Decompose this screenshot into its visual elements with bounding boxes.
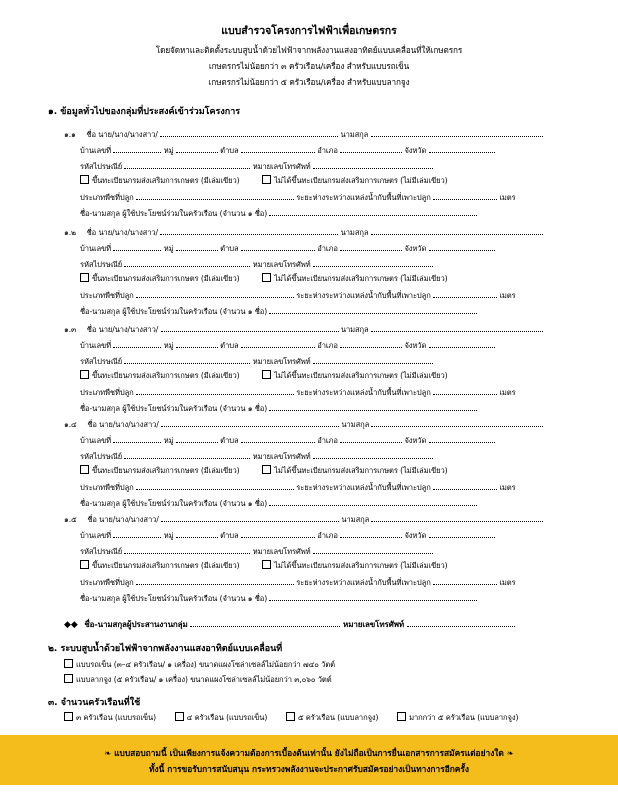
province-label: จังหวัด (404, 435, 427, 445)
name-field[interactable] (160, 226, 338, 235)
member-number: ๑.๕ (64, 515, 77, 524)
households-5-checkbox[interactable] (286, 712, 295, 721)
member-address-row (80, 434, 495, 447)
crop-field[interactable] (136, 481, 294, 490)
surname-label: นามสกุล (341, 420, 370, 429)
name-label: ชื่อ นาย/นาง/นางสาว/ (86, 228, 159, 237)
section-2-option-2 (64, 674, 332, 686)
distance-label: ระยะห่างระหว่างแหล่งน้ำกับพื้นที่เพาะปลูก (296, 388, 431, 398)
member-name-row (64, 323, 543, 336)
crop-label: ประเภทพืชที่ปลูก (80, 388, 134, 398)
registered-label: ขึ้นทะเบียนกรมส่งเสริมการเกษตร (มีเล่มเขียว) (92, 371, 240, 381)
member-name-row (64, 418, 543, 431)
member-contact-row (80, 450, 433, 463)
amphoe-field[interactable] (340, 529, 402, 538)
not-registered-checkbox[interactable] (262, 370, 271, 379)
phone-label: หมายเลขโทรศัพท์ (252, 546, 311, 556)
footer-line-2: ทั้งนี้ การขอรับการสนับสนุน กระทรวงพลังงานจะประกาศรับสมัครอย่างเป็นทางการอีกครั้ง (149, 764, 469, 774)
households-4-checkbox[interactable] (175, 712, 184, 721)
postcode-field[interactable] (124, 160, 250, 169)
name-field[interactable] (160, 128, 338, 137)
registered-checkbox[interactable] (80, 273, 89, 282)
province-label: จังหวัด (404, 340, 427, 350)
form-title: แบบสำรวจโครงการไฟฟ้าเพื่อเกษตรกร (221, 25, 397, 37)
crop-label: ประเภทพืชที่ปลูก (80, 483, 134, 493)
trailer-type-checkbox[interactable] (64, 674, 73, 683)
member-registration-row (80, 560, 447, 572)
phone-field[interactable] (313, 355, 433, 364)
distance-field[interactable] (433, 289, 497, 298)
postcode-label: รหัสไปรษณีย์ (80, 161, 123, 171)
phone-field[interactable] (313, 258, 433, 267)
name-label: ชื่อ นาย/นาง/นางสาว/ (86, 130, 158, 139)
member-contact-row (80, 545, 433, 558)
distance-label: ระยะห่างระหว่างแหล่งน้ำกับพื้นที่เพาะปลูก (296, 483, 431, 493)
member-cobeneficiary-row (80, 207, 477, 220)
house-field[interactable] (113, 529, 161, 538)
province-field[interactable] (429, 434, 495, 443)
member-registration-row (80, 175, 447, 187)
surname-field[interactable] (371, 513, 543, 522)
member-registration-row (80, 273, 447, 285)
form-subtitle-1: โดยจัดหาและติดตั้งระบบสูบน้ำด้วยไฟฟ้าจากพลังงานแสงอาทิตย์แบบเคลื่อนที่ให้เกษตรกร (155, 45, 463, 55)
distance-label: ระยะห่างระหว่างแหล่งน้ำกับพื้นที่เพาะปลูก (296, 193, 431, 203)
crop-field[interactable] (136, 289, 294, 298)
province-field[interactable] (429, 529, 495, 538)
amphoe-field[interactable] (340, 339, 402, 348)
member-contact-row (80, 355, 433, 368)
house-field[interactable] (113, 144, 161, 153)
moo-label: หมู่ (163, 243, 174, 253)
surname-field[interactable] (371, 128, 543, 137)
name-field[interactable] (161, 323, 339, 332)
member-number: ๑.๓ (64, 325, 77, 334)
cobeneficiary-field[interactable] (269, 497, 477, 506)
moo-field[interactable] (176, 529, 218, 538)
meter-label: เมตร (499, 388, 516, 398)
name-field[interactable] (161, 513, 339, 522)
province-label: จังหวัด (404, 243, 427, 253)
amphoe-field[interactable] (340, 144, 402, 153)
cobeneficiary-label: ชื่อ-นามสกุล ผู้ใช้ประโยชน์ร่วมในครัวเรือน (จำนวน ๑ ชื่อ) (80, 499, 268, 508)
member-crop-row (80, 481, 516, 494)
registered-checkbox[interactable] (80, 370, 89, 379)
section-2-title: ๒. ระบบสูบน้ำด้วยไฟฟ้าจากพลังงานแสงอาทิตย์แบบเคลื่อนที่ (48, 644, 283, 654)
phone-label: หมายเลขโทรศัพท์ (252, 356, 311, 366)
phone-label: หมายเลขโทรศัพท์ (252, 451, 311, 461)
member-name-row (64, 128, 543, 141)
moo-field[interactable] (176, 434, 218, 443)
province-label: จังหวัด (404, 530, 427, 540)
moo-label: หมู่ (163, 145, 174, 155)
member-name-row (64, 226, 543, 239)
phone-field[interactable] (313, 160, 433, 169)
member-address-row (80, 144, 495, 157)
tambon-label: ตำบล (220, 530, 239, 540)
moo-field[interactable] (176, 242, 218, 251)
phone-label: หมายเลขโทรศัพท์ (252, 161, 311, 171)
distance-field[interactable] (433, 481, 497, 490)
not-registered-label: ไม่ได้ขึ้นทะเบียนกรมส่งเสริมการเกษตร (ไม่มีเล่มเขียว) (274, 561, 448, 571)
postcode-label: รหัสไปรษณีย์ (80, 451, 123, 461)
form-subtitle-2: เกษตรกรไม่น้อยกว่า ๓ ครัวเรือน/เครื่อง สำหรับแบบรถเข็น (208, 61, 410, 71)
house-label: บ้านเลขที่ (80, 530, 112, 540)
coordinator-phone-label: หมายเลขโทรศัพท์ (343, 620, 405, 629)
surname-field[interactable] (371, 323, 543, 332)
member-number: ๑.๒ (64, 228, 76, 237)
registered-checkbox[interactable] (80, 465, 89, 474)
registered-label: ขึ้นทะเบียนกรมส่งเสริมการเกษตร (มีเล่มเขียว) (92, 561, 240, 571)
member-address-row (80, 529, 495, 542)
member-registration-row (80, 370, 447, 382)
phone-label: หมายเลขโทรศัพท์ (252, 259, 311, 269)
member-address-row (80, 339, 495, 352)
house-label: บ้านเลขที่ (80, 340, 112, 350)
not-registered-label: ไม่ได้ขึ้นทะเบียนกรมส่งเสริมการเกษตร (ไม่มีเล่มเขียว) (274, 466, 448, 476)
member-crop-row (80, 386, 516, 399)
postcode-field[interactable] (124, 355, 250, 364)
registered-checkbox[interactable] (80, 560, 89, 569)
tambon-field[interactable] (241, 242, 315, 251)
tambon-field[interactable] (241, 434, 315, 443)
moo-field[interactable] (176, 144, 218, 153)
cart-type-label: แบบรถเข็น (๓–๔ ครัวเรือน/ ๑ เครื่อง) ขนาดแผงโซล่าเซลล์ไม่น้อยกว่า ๗๔๐ วัตต์ (76, 660, 335, 669)
province-label: จังหวัด (404, 145, 427, 155)
postcode-field[interactable] (124, 545, 250, 554)
house-label: บ้านเลขที่ (80, 243, 112, 253)
member-registration-row (80, 465, 447, 477)
section-3-options (64, 712, 518, 724)
not-registered-checkbox[interactable] (262, 560, 271, 569)
house-field[interactable] (113, 339, 161, 348)
member-crop-row (80, 289, 516, 302)
footer-text-1: แบบสอบถามนี้ เป็นเพียงการแจ้งความต้องการเบื้องต้นเท่านั้น ยังไม่ถือเป็นการยื่นเอกสารการสมัครแต่อย่างใด (114, 748, 504, 758)
tambon-label: ตำบล (220, 340, 239, 350)
moo-field[interactable] (176, 339, 218, 348)
meter-label: เมตร (499, 291, 516, 301)
member-crop-row (80, 191, 516, 204)
households-more-checkbox[interactable] (397, 712, 406, 721)
house-label: บ้านเลขที่ (80, 435, 112, 445)
diamond-bullet-icon: ◆◆ (64, 620, 78, 630)
member-cobeneficiary-row (80, 592, 477, 605)
not-registered-label: ไม่ได้ขึ้นทะเบียนกรมส่งเสริมการเกษตร (ไม่มีเล่มเขียว) (274, 274, 448, 284)
crop-field[interactable] (136, 576, 294, 585)
member-address-row (80, 242, 495, 255)
surname-label: นามสกุล (341, 515, 370, 524)
postcode-field[interactable] (124, 450, 250, 459)
member-name-row (64, 513, 543, 526)
distance-field[interactable] (433, 386, 497, 395)
cobeneficiary-field[interactable] (269, 305, 477, 314)
registered-label: ขึ้นทะเบียนกรมส่งเสริมการเกษตร (มีเล่มเขียว) (92, 274, 240, 284)
cobeneficiary-label: ชื่อ-นามสกุล ผู้ใช้ประโยชน์ร่วมในครัวเรือน (จำนวน ๑ ชื่อ) (80, 594, 268, 603)
registered-label: ขึ้นทะเบียนกรมส่งเสริมการเกษตร (มีเล่มเขียว) (92, 466, 240, 476)
households-more-label: มากกว่า ๕ ครัวเรือน (แบบลากจูง) (409, 713, 519, 722)
amphoe-label: อำเภอ (317, 145, 338, 155)
tambon-field[interactable] (241, 529, 315, 538)
surname-label: นามสกุล (340, 325, 369, 334)
province-field[interactable] (429, 144, 495, 153)
not-registered-checkbox[interactable] (262, 465, 271, 474)
tambon-label: ตำบล (220, 145, 239, 155)
section-3-title: ๓. จำนวนครัวเรือนที่ใช้ (48, 698, 141, 708)
not-registered-label: ไม่ได้ขึ้นทะเบียนกรมส่งเสริมการเกษตร (ไม่มีเล่มเขียว) (274, 176, 448, 186)
not-registered-label: ไม่ได้ขึ้นทะเบียนกรมส่งเสริมการเกษตร (ไม่มีเล่มเขียว) (274, 371, 448, 381)
name-label: ชื่อ นาย/นาง/นางสาว/ (86, 325, 159, 334)
member-cobeneficiary-row (80, 305, 477, 318)
tambon-label: ตำบล (220, 435, 239, 445)
amphoe-label: อำเภอ (317, 530, 338, 540)
coordinator-name-field[interactable] (190, 618, 340, 627)
not-registered-checkbox[interactable] (262, 273, 271, 282)
name-label: ชื่อ นาย/นาง/นางสาว/ (87, 420, 159, 429)
meter-label: เมตร (499, 578, 516, 588)
amphoe-label: อำเภอ (317, 243, 338, 253)
registered-label: ขึ้นทะเบียนกรมส่งเสริมการเกษตร (มีเล่มเขียว) (92, 176, 240, 186)
phone-field[interactable] (313, 450, 433, 459)
cobeneficiary-label: ชื่อ-นามสกุล ผู้ใช้ประโยชน์ร่วมในครัวเรือน (จำนวน ๑ ชื่อ) (80, 307, 268, 316)
households-5-label: ๕ ครัวเรือน (แบบลากจูง) (297, 713, 379, 722)
amphoe-field[interactable] (340, 434, 402, 443)
name-label: ชื่อ นาย/นาง/นางสาว/ (87, 515, 159, 524)
crop-field[interactable] (136, 386, 294, 395)
member-cobeneficiary-row (80, 402, 477, 415)
tambon-label: ตำบล (220, 243, 239, 253)
crop-label: ประเภทพืชที่ปลูก (80, 193, 134, 203)
distance-field[interactable] (433, 576, 497, 585)
crop-label: ประเภทพืชที่ปลูก (80, 578, 134, 588)
surname-label: นามสกุล (340, 130, 369, 139)
households-3-label: ๓ ครัวเรือน (แบบรถเข็น) (76, 713, 156, 722)
coordinator-row (64, 618, 515, 631)
province-field[interactable] (429, 242, 495, 251)
crop-field[interactable] (136, 191, 294, 200)
section-2-option-1 (64, 659, 335, 671)
coordinator-label: ชื่อ-นามสกุลผู้ประสานงานกลุ่ม (84, 620, 188, 629)
surname-field[interactable] (371, 226, 543, 235)
member-number: ๑.๔ (64, 420, 77, 429)
distance-field[interactable] (433, 191, 497, 200)
distance-label: ระยะห่างระหว่างแหล่งน้ำกับพื้นที่เพาะปลูก (296, 578, 431, 588)
moo-label: หมู่ (163, 530, 174, 540)
moo-label: หมู่ (163, 340, 174, 350)
member-cobeneficiary-row (80, 497, 477, 510)
ornament-right-icon: ❧ (506, 748, 514, 758)
tambon-field[interactable] (241, 144, 315, 153)
surname-label: นามสกุล (340, 228, 369, 237)
postcode-field[interactable] (124, 258, 250, 267)
member-crop-row (80, 576, 516, 589)
amphoe-label: อำเภอ (317, 435, 338, 445)
member-number: ๑.๑ (64, 130, 76, 139)
amphoe-field[interactable] (340, 242, 402, 251)
distance-label: ระยะห่างระหว่างแหล่งน้ำกับพื้นที่เพาะปลูก (296, 291, 431, 301)
house-label: บ้านเลขที่ (80, 145, 112, 155)
coordinator-phone-field[interactable] (407, 618, 515, 627)
households-4-label: ๔ ครัวเรือน (แบบรถเข็น) (186, 713, 268, 722)
ornament-left-icon: ❧ (104, 748, 112, 758)
house-field[interactable] (113, 242, 161, 251)
postcode-label: รหัสไปรษณีย์ (80, 546, 123, 556)
member-contact-row (80, 160, 433, 173)
form-subtitle-3: เกษตรกรไม่น้อยกว่า ๕ ครัวเรือน/เครื่อง สำหรับแบบลากจูง (208, 77, 410, 87)
cobeneficiary-field[interactable] (269, 207, 477, 216)
postcode-label: รหัสไปรษณีย์ (80, 259, 123, 269)
section-1-title: ๑. ข้อมูลทั่วไปของกลุ่มที่ประสงค์เข้าร่วมโครงการ (48, 107, 241, 117)
not-registered-checkbox[interactable] (262, 175, 271, 184)
postcode-label: รหัสไปรษณีย์ (80, 356, 123, 366)
cobeneficiary-field[interactable] (269, 402, 477, 411)
phone-field[interactable] (313, 545, 433, 554)
house-field[interactable] (113, 434, 161, 443)
meter-label: เมตร (499, 193, 516, 203)
name-field[interactable] (161, 418, 339, 427)
province-field[interactable] (429, 339, 495, 348)
footer-notice (0, 735, 618, 785)
footer-line-1 (0, 746, 618, 760)
meter-label: เมตร (499, 483, 516, 493)
crop-label: ประเภทพืชที่ปลูก (80, 291, 134, 301)
registered-checkbox[interactable] (80, 175, 89, 184)
households-3-checkbox[interactable] (64, 712, 73, 721)
trailer-type-label: แบบลากจูง (๕ ครัวเรือน/ ๑ เครื่อง) ขนาดแผงโซล่าเซลล์ไม่น้อยกว่า ๓,๐๖๐ วัตต์ (76, 675, 332, 684)
tambon-field[interactable] (241, 339, 315, 348)
cobeneficiary-field[interactable] (269, 592, 477, 601)
cobeneficiary-label: ชื่อ-นามสกุล ผู้ใช้ประโยชน์ร่วมในครัวเรือน (จำนวน ๑ ชื่อ) (80, 404, 268, 413)
cobeneficiary-label: ชื่อ-นามสกุล ผู้ใช้ประโยชน์ร่วมในครัวเรือน (จำนวน ๑ ชื่อ) (80, 209, 268, 218)
cart-type-checkbox[interactable] (64, 659, 73, 668)
surname-field[interactable] (371, 418, 543, 427)
member-contact-row (80, 258, 433, 271)
moo-label: หมู่ (163, 435, 174, 445)
amphoe-label: อำเภอ (317, 340, 338, 350)
